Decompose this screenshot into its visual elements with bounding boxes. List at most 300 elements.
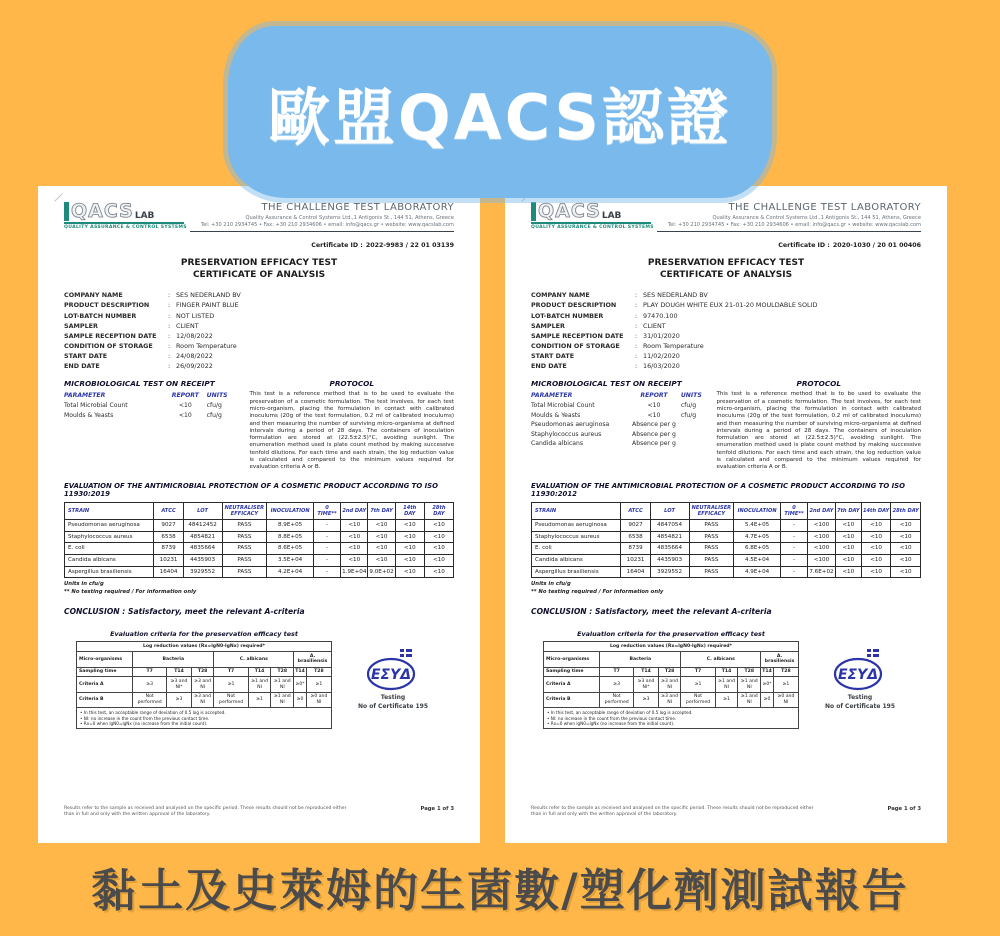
footer-disclaimer: Results refer to the sample as received and analysed on the specific period. These results should not be reproduced either than in full and only with the written approval of the laboratory. [64,805,347,818]
table-cell: - [780,531,807,543]
criteria-cell: T14 [248,667,271,677]
table-row [532,566,921,578]
table-cell: 16404 [154,566,183,578]
eval-col-header: ATCC [154,502,183,519]
table-cell: <10 [178,411,192,419]
table-cell: PASS [689,566,734,578]
info-label: SAMPLE RECEPTION DATE [64,331,157,340]
table-cell: 4.2E+04 [267,566,314,578]
criteria-cell: Criteria B [77,692,133,707]
micro-protocol-section [64,379,454,471]
table-row [532,531,921,543]
info-label: COMPANY NAME [531,291,590,300]
table-cell: <10 [861,531,891,543]
page-number: Page 1 of 3 [887,805,921,812]
info-colon: : [168,352,171,361]
info-label: END DATE [531,362,567,371]
table-cell: PASS [222,555,267,567]
table-row [65,566,454,578]
conclusion [64,607,454,616]
testing-note: ** No testing required / For information only [64,589,197,596]
table-cell: 8.9E+05 [267,519,314,531]
criteria-cell: T14 [294,667,307,677]
table-cell: <100 [808,531,836,543]
table-cell: <10 [395,566,424,578]
info-colon: : [635,311,638,320]
table-cell: <10 [368,543,395,555]
info-value: SES NEDERLAND BV [643,291,708,300]
criteria-footnote: • In this test, an acceptable range of deviation of 0.5 log is accepted. [80,710,226,716]
table-cell: 6538 [154,531,183,543]
esyd-testing-label: Testing [380,694,406,702]
certificate-id-label: Certificate ID : [311,242,363,249]
criteria-cell: ≥1 [715,692,738,707]
table-cell: - [313,531,340,543]
logo-tagline: QUALITY ASSURANCE & CONTROL SYSTEMS [531,225,654,230]
info-label: END DATE [64,362,100,371]
criteria-cell: A. brasiliensis [761,652,799,667]
lab-info [190,202,454,249]
criteria-cell: T28 [271,667,294,677]
lab-name: THE CHALLENGE TEST LABORATORY [261,202,454,213]
criteria-cell: ≥1 and NI [248,677,271,692]
info-colon: : [168,301,171,310]
table-cell: 4.5E+04 [734,555,781,567]
table-cell: <10 [835,519,861,531]
info-value: FINGER PAINT BLUE [176,301,239,310]
info-colon: : [168,311,171,320]
evaluation-table [64,502,454,579]
esyd-accreditation-stamp [799,648,921,711]
info-value: PLAY DOUGH WHITE EUX 21-01-20 MOULDABLE SOLID [643,301,818,310]
info-row [531,290,921,300]
criteria-cell: Not performed [133,692,167,707]
table-cell: <10 [341,531,368,543]
table-row [531,420,707,429]
eval-col-header: NEUTRALISER EFFICACY [689,502,734,519]
info-colon: : [635,362,638,371]
criteria-cell: ≥3 [634,692,658,707]
info-colon: : [635,321,638,330]
eval-col-header: 14th DAY [395,502,424,519]
table-cell: <100 [808,543,836,555]
table-cell: 4.9E+04 [734,566,781,578]
table-row [65,555,454,567]
table-cell: Absence per g [632,421,676,429]
criteria-cell: Micro-organisms [544,652,600,667]
criteria-cell: T14 [167,667,191,677]
micro-col-header: UNITS [206,392,228,400]
table-cell: - [780,519,807,531]
protocol-heading: PROTOCOL [329,379,375,389]
table-cell: <10 [395,531,424,543]
info-value: Room Temperature [643,341,704,350]
document-title-line2: CERTIFICATE OF ANALYSIS [192,269,326,280]
info-label: PRODUCT DESCRIPTION [531,301,617,310]
table-cell: 4847054 [650,519,689,531]
info-value: 24/08/2022 [176,352,213,361]
units-note: Units in cfu/g [531,580,571,587]
table-cell: <10 [891,566,921,578]
protocol-text: This test is a reference method that is to be used to evaluate the preservation of a cosmetic formulation. The test involves, for each test micro-organism, placing the formulation in contact with calibrated inoculums (20g of the test formulation, 0.2 ml of calibrated inoculums) and then measuring the number of surviving micro-organisms at defined intervals during a period of 28 days. The containers of inoculation formulation are stored at (22.5±2.5)°C, avoiding sunlight. The enumeration method used is plate count method by making successive tenfold dilutions. For each time and each strain, the log reduction value is calculated and compared to the minimum values required for evaluation criteria A or B. [716,391,921,471]
units-note: Units in cfu/g [64,580,104,587]
criteria-cell: ≥1 [306,677,331,692]
criteria-cell: Sampling time [544,667,600,677]
criteria-cell: Criteria B [544,692,600,707]
criteria-footnote: • NI: no increase in the count from the previous contact time. [80,715,210,721]
table-cell: <10 [395,519,424,531]
eval-col-header: INOCULATION [734,502,781,519]
info-label: SAMPLER [64,321,98,330]
table-cell: <10 [368,531,395,543]
table-cell: 4835664 [650,543,689,555]
lab-contact: Tel: +30 210 2934745 • Fax: +30 210 2934606 • email: info@qacs.gr • website: www.qacslab.com [667,222,921,228]
logo-rule [64,222,184,224]
esyd-certificate-number: No of Certificate 195 [357,702,428,710]
table-cell: <10 [647,411,661,419]
table-cell: <10 [861,543,891,555]
table-cell: <10 [424,531,453,543]
logo-tagline: QUALITY ASSURANCE & CONTROL SYSTEMS [64,225,187,230]
table-row [531,411,707,420]
table-cell: <100 [808,555,836,567]
table-cell: <10 [861,566,891,578]
criteria-table [543,641,799,729]
table-cell: Absence per g [632,430,676,438]
table-cell: 4835664 [183,543,222,555]
table-cell: 3929552 [183,566,222,578]
table-cell: - [780,555,807,567]
micro-col-header: PARAMETER [64,392,106,400]
sample-info [64,290,454,371]
table-cell: PASS [689,543,734,555]
criteria-cell: ≥0 [761,692,774,707]
poster-caption: 黏土及史萊姆的生菌數/塑化劑測試報告 [91,864,909,917]
info-label: SAMPLE RECEPTION DATE [531,331,624,340]
logo-wordmark: QACS [71,200,134,222]
lab-name: THE CHALLENGE TEST LABORATORY [728,202,921,213]
table-cell: E. coli [532,543,621,555]
table-cell: 9.0E+02 [368,566,395,578]
info-row [531,351,921,361]
evaluation-title: EVALUATION OF THE ANTIMICROBIAL PROTECTION OF A COSMETIC PRODUCT ACCORDING TO ISO 11930:2019 [64,481,438,498]
table-row [532,543,921,555]
criteria-cell: ≥0 and NI [306,692,331,707]
criteria-top-header: Log reduction values (Rx=lgN0-lgNx) required* [77,642,332,652]
table-cell: Staphylococcus aureus [531,430,602,438]
info-row [64,351,454,361]
table-cell: 3929552 [650,566,689,578]
table-cell: <10 [647,402,661,410]
table-cell: Total Microbial Count [531,402,595,410]
criteria-cell: ≥1 [248,692,271,707]
criteria-footnote: • Rx=0 when lgN0=lgNx (no increase from the initial count). [80,720,208,726]
info-label: SAMPLER [531,321,565,330]
criteria-cell: T7 [133,667,167,677]
info-colon: : [168,321,171,330]
criteria-cell: Criteria A [77,677,133,692]
table-cell: PASS [689,555,734,567]
criteria-cell: T28 [306,667,331,677]
eval-col-header: 7th DAY [368,502,395,519]
criteria-cell: A. brasiliensis [294,652,332,667]
conclusion-label: CONCLUSION : [531,607,593,617]
evaluation-title: EVALUATION OF THE ANTIMICROBIAL PROTECTION OF A COSMETIC PRODUCT ACCORDING TO ISO 11930:2012 [531,481,905,498]
info-row [64,311,454,321]
table-cell: Aspergillus brasiliensis [65,566,154,578]
eval-col-header: STRAIN [65,502,154,519]
table-cell: Absence per g [632,440,676,447]
table-cell: <100 [808,519,836,531]
table-cell: <10 [178,402,192,410]
eval-col-header: 28th DAY [424,502,453,519]
svg-text:ΕΣΥΔ: ΕΣΥΔ [837,667,879,684]
table-cell: 4435903 [650,555,689,567]
certificate-page-right [505,186,947,843]
table-cell: PASS [222,519,267,531]
criteria-cell: T7 [681,667,715,677]
info-value: SES NEDERLAND BV [176,291,241,300]
table-cell [681,430,707,439]
banner-title: 歐盟QACS認證 [268,80,732,154]
criteria-cell: ≥3 [133,677,167,692]
table-cell [681,439,707,448]
eval-col-header: 0 TIME** [313,502,340,519]
table-cell: 6.8E+05 [734,543,781,555]
table-cell: <10 [861,555,891,567]
eval-col-header: 14th DAY [861,502,891,519]
certificate-page-left [38,186,480,843]
table-cell: Total Microbial Count [64,402,128,410]
criteria-cell: T14 [761,667,774,677]
logo-lab-suffix: LAB [134,211,155,221]
logo-wordmark: QACS [538,200,601,222]
table-row [531,430,707,439]
micro-heading: MICROBIOLOGICAL TEST ON RECEIPT [64,379,215,389]
table-cell: <10 [424,555,453,567]
eval-col-header: LOT [183,502,222,519]
logo-lab-suffix: LAB [601,211,622,221]
table-cell [681,420,707,429]
table-cell: - [313,555,340,567]
info-value: 11/02/2020 [643,352,680,361]
table-row [531,401,707,410]
table-row [65,543,454,555]
info-label: LOT-BATCH NUMBER [64,311,137,320]
conclusion-label: CONCLUSION : [64,607,126,617]
criteria-footnotes [544,708,799,729]
criteria-footnote: • In this test, an acceptable range of deviation of 0.5 log is accepted. [547,710,693,716]
micro-col-header: REPORT [640,392,668,400]
table-cell: cfu/g [206,402,222,410]
table-cell: <10 [395,543,424,555]
table-cell: - [313,543,340,555]
info-value: NOT LISTED [176,311,215,320]
table-cell: - [780,566,807,578]
table-cell: 7.6E+02 [808,566,836,578]
header-divider [190,231,454,232]
document-title-line1: PRESERVATION EFFICACY TEST [647,258,805,268]
table-cell: Pseudomonas aeruginosa [65,519,154,531]
info-colon: : [168,291,171,300]
info-label: CONDITION OF STORAGE [531,341,620,350]
banner-eu-qacs [228,26,772,198]
conclusion-text: Satisfactory, meet the relevant A-criteria [595,607,772,617]
info-row [531,331,921,341]
esyd-testing-label: Testing [847,694,873,702]
certificate-header [531,202,921,249]
criteria-section [64,630,454,729]
table-cell: <10 [835,555,861,567]
conclusion [531,607,921,616]
criteria-cell: ≥3 and NI* [167,677,191,692]
table-cell: cfu/g [680,402,697,410]
esyd-certificate-number: No of Certificate 195 [824,702,895,710]
criteria-cell: ≥1 and NI [738,692,761,707]
table-cell: 4.7E+05 [734,531,781,543]
table-cell: <10 [395,555,424,567]
footer-disclaimer: Results refer to the sample as received and analysed on the specific period. These results should not be reproduced either than in full and only with the written approval of the laboratory. [531,805,814,818]
micro-col-header: UNITS [680,392,702,400]
criteria-cell: Bacteria [133,652,214,667]
protocol-text: This test is a reference method that is to be used to evaluate the preservation of a cosmetic formulation. The test involves, for each test micro-organism, placing the formulation in contact with calibrated inoculums (20g of the test formulation, 0.2 ml of calibrated inoculums) and then measuring the number of surviving micro-organisms at defined intervals during a period of 28 days. The containers of inoculation formulation are stored at (22.5±2.5)°C, avoiding sunlight. The enumeration method used is plate count method by making successive tenfold dilutions. For each time and each strain, the log reduction value is calculated and compared to the minimum values required for evaluation criteria A or B. [249,391,454,471]
document-title [531,258,921,281]
table-cell: <10 [891,519,921,531]
eval-col-header: 2nd DAY [341,502,368,519]
criteria-cell: T28 [658,667,681,677]
table-cell: cfu/g [680,411,697,419]
table-cell: 8739 [621,543,650,555]
info-value: CLIENT [176,321,199,330]
protocol-heading: PROTOCOL [796,379,842,389]
criteria-cell: Not performed [214,692,248,707]
lab-info [657,202,921,249]
table-cell: 8.8E+05 [267,531,314,543]
criteria-cell: ≥3 and NI [658,692,681,707]
table-cell: Staphylococcus aureus [65,531,154,543]
table-cell: 48412452 [183,519,222,531]
table-cell: 9027 [621,519,650,531]
qacs-lab-logo [64,200,187,230]
info-value: 26/09/2022 [176,362,213,371]
criteria-cell: C. albicans [681,652,761,667]
table-cell: Pseudomonas aeruginosa [531,421,610,429]
criteria-cell: ≥3 [600,677,634,692]
table-cell: <10 [835,531,861,543]
table-cell: - [780,543,807,555]
table-row [64,401,240,410]
table-row [532,519,921,531]
table-cell: <10 [368,555,395,567]
criteria-cell: ≥3 [167,692,191,707]
table-cell: 3.5E+04 [267,555,314,567]
table-cell: Staphylococcus aureus [532,531,621,543]
eval-col-header: 2nd DAY [808,502,836,519]
criteria-top-header: Log reduction values (Rx=lgN0-lgNx) required* [544,642,799,652]
table-row [65,519,454,531]
criteria-cell: Not performed [681,692,715,707]
criteria-table [76,641,332,729]
info-label: COMPANY NAME [64,291,123,300]
logo-bar-icon [531,202,536,221]
criteria-cell: ≥0 [294,692,307,707]
document-title [64,258,454,281]
lab-address: Quality Assurance & Control Systems Ltd.,1 Antigonis St., 144 51, Athens, Greece [245,214,454,221]
criteria-cell: ≥1 and NI [271,677,294,692]
info-value: 12/08/2022 [176,331,213,340]
table-cell: PASS [222,566,267,578]
criteria-cell: T14 [634,667,658,677]
info-row [531,341,921,351]
eval-col-header: LOT [650,502,689,519]
criteria-cell: ≥1 [773,677,798,692]
table-cell: PASS [689,531,734,543]
info-colon: : [168,331,171,340]
table-cell: Candida albicans [531,440,584,447]
table-cell: - [313,566,340,578]
eval-col-header: NEUTRALISER EFFICACY [222,502,267,519]
table-cell: 4435903 [183,555,222,567]
table-cell: Candida albicans [532,555,621,567]
certificate-header [64,202,454,249]
table-cell: Pseudomonas aeruginosa [532,519,621,531]
criteria-cell: T14 [715,667,738,677]
info-colon: : [168,341,171,350]
criteria-cell: Not performed [600,692,634,707]
table-cell: PASS [222,543,267,555]
table-cell: 10231 [154,555,183,567]
svg-text:ΕΣΥΔ: ΕΣΥΔ [370,667,412,684]
eval-col-header: INOCULATION [267,502,314,519]
eval-col-header: 7th DAY [835,502,861,519]
table-cell: <10 [341,555,368,567]
criteria-cell: ≥0 and NI [773,692,798,707]
table-cell: 1.9E+04 [341,566,368,578]
page-footer [64,806,454,819]
page-footer [531,806,921,819]
table-cell: cfu/g [206,411,222,419]
table-row [65,531,454,543]
table-cell: Moulds & Yeasts [531,411,581,419]
table-cell: 5.4E+05 [734,519,781,531]
eval-col-header: 0 TIME** [780,502,807,519]
criteria-cell: Criteria A [544,677,600,692]
info-colon: : [635,352,638,361]
criteria-cell: ≥3 and NI [191,692,214,707]
info-row [64,341,454,351]
info-colon: : [635,291,638,300]
criteria-cell: ≥1 and NI [738,677,761,692]
micro-table [531,392,707,448]
testing-note: ** No testing required / For information only [531,589,664,596]
criteria-cell: T28 [191,667,214,677]
criteria-cell: ≥3 and NI [191,677,214,692]
esyd-accreditation-stamp [332,648,454,711]
table-row [531,439,707,448]
table-cell: <10 [424,543,453,555]
certificate-id [657,242,921,249]
criteria-cell: ≥1 and NI [715,677,738,692]
criteria-cell: T28 [738,667,761,677]
criteria-cell: Bacteria [600,652,681,667]
table-cell: <10 [861,519,891,531]
table-cell: <10 [424,566,453,578]
sample-info [531,290,921,371]
info-row [531,311,921,321]
eval-col-header: ATCC [621,502,650,519]
info-row [531,321,921,331]
esyd-logo-icon [364,648,422,692]
